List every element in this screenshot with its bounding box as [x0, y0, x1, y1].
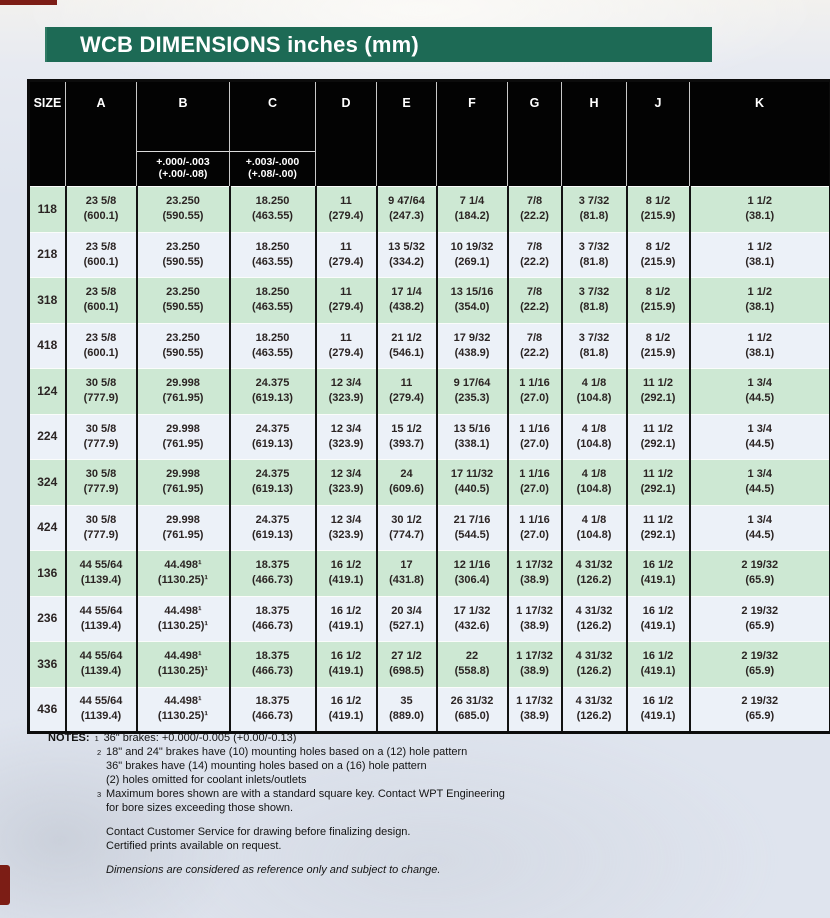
dim-cell: 29.998 (761.95) [137, 505, 230, 551]
size-cell: 318 [29, 278, 66, 324]
dim-cell: 1 17/32 (38.9) [508, 596, 562, 642]
dim-cell: 16 1/2 (419.1) [316, 687, 377, 733]
dim-cell: 11 (279.4) [316, 278, 377, 324]
dim-cell: 4 1/8 (104.8) [562, 460, 627, 506]
dim-cell: 3 7/32 (81.8) [562, 323, 627, 369]
dim-cell: 1 1/2 (38.1) [690, 187, 830, 233]
dim-cell: 12 3/4 (323.9) [316, 460, 377, 506]
dim-cell: 18.375 (466.73) [230, 596, 316, 642]
table-row [29, 687, 830, 733]
dim-cell: 4 31/32 (126.2) [562, 687, 627, 733]
dim-cell: 16 1/2 (419.1) [627, 596, 690, 642]
dim-cell: 10 19/32 (269.1) [437, 232, 508, 278]
dim-cell: 1 1/2 (38.1) [690, 323, 830, 369]
dim-cell: 7 1/4 (184.2) [437, 187, 508, 233]
table-row [29, 187, 830, 233]
col-header-k: K [690, 81, 830, 187]
dim-cell: 18.375 (466.73) [230, 642, 316, 688]
dim-cell: 9 47/64 (247.3) [377, 187, 437, 233]
dim-cell: 2 19/32 (65.9) [690, 551, 830, 597]
dim-cell: 17 1/4 (438.2) [377, 278, 437, 324]
dim-cell: 44 55/64 (1139.4) [66, 687, 137, 733]
dim-cell: 11 1/2 (292.1) [627, 369, 690, 415]
note-line: 36" brakes have (14) mounting holes based on a (16) hole pattern [106, 760, 427, 772]
dim-cell: 18.250 (463.55) [230, 187, 316, 233]
dim-cell: 24.375 (619.13) [230, 505, 316, 551]
size-cell: 124 [29, 369, 66, 415]
size-cell: 436 [29, 687, 66, 733]
dim-cell: 24.375 (619.13) [230, 414, 316, 460]
dim-cell: 12 1/16 (306.4) [437, 551, 508, 597]
page-title: WCB DIMENSIONS inches (mm) [80, 32, 419, 57]
col-letter-c: C [267, 96, 278, 110]
col-header-size: SIZE [29, 81, 66, 187]
col-letter-b: B [178, 96, 188, 110]
dim-cell: 20 3/4 (527.1) [377, 596, 437, 642]
dim-cell: 44.498¹ (1130.25)¹ [137, 687, 230, 733]
dimensions-table [27, 79, 830, 734]
dim-cell: 29.998 (761.95) [137, 369, 230, 415]
table-row [29, 596, 830, 642]
dim-cell: 1 1/16 (27.0) [508, 369, 562, 415]
dim-cell: 16 1/2 (419.1) [316, 642, 377, 688]
contact-line: Contact Customer Service for drawing before finalizing design. [106, 826, 411, 838]
dim-cell: 17 (431.8) [377, 551, 437, 597]
size-cell: 118 [29, 187, 66, 233]
dim-cell: 26 31/32 (685.0) [437, 687, 508, 733]
size-cell: 418 [29, 323, 66, 369]
dim-cell: 1 1/2 (38.1) [690, 232, 830, 278]
col-header-d: D [316, 81, 377, 187]
dim-cell: 23 5/8 (600.1) [66, 323, 137, 369]
dim-cell: 23 5/8 (600.1) [66, 278, 137, 324]
table-row [29, 278, 830, 324]
dim-cell: 30 1/2 (774.7) [377, 505, 437, 551]
table-body [29, 187, 830, 733]
notes-section [48, 731, 788, 877]
table-header [29, 81, 830, 187]
dim-cell: 44 55/64 (1139.4) [66, 551, 137, 597]
note-line: (2) holes omitted for coolant inlets/outlets [106, 774, 307, 786]
dim-cell: 1 17/32 (38.9) [508, 551, 562, 597]
dim-cell: 12 3/4 (323.9) [316, 505, 377, 551]
tolerance-b: +.000/-.003 (+.00/-.08) [137, 151, 229, 186]
dim-cell: 7/8 (22.2) [508, 323, 562, 369]
dim-cell: 1 17/32 (38.9) [508, 642, 562, 688]
dim-cell: 4 31/32 (126.2) [562, 596, 627, 642]
note-line: NOTES: $^1$ 36" brakes: +0.000/-0.005 (+0.00/-0.13) [48, 732, 297, 744]
dim-cell: 13 5/32 (334.2) [377, 232, 437, 278]
dim-cell: 16 1/2 (419.1) [627, 642, 690, 688]
size-cell: 336 [29, 642, 66, 688]
dim-cell: 3 7/32 (81.8) [562, 278, 627, 324]
dim-cell: 44.498¹ (1130.25)¹ [137, 596, 230, 642]
dim-cell: 16 1/2 (419.1) [316, 551, 377, 597]
col-header-f: F [437, 81, 508, 187]
dim-cell: 22 (558.8) [437, 642, 508, 688]
size-cell: 236 [29, 596, 66, 642]
red-accent-top [0, 0, 57, 5]
size-cell: 424 [29, 505, 66, 551]
dim-cell: 8 1/2 (215.9) [627, 278, 690, 324]
dim-cell: 24.375 (619.13) [230, 460, 316, 506]
dim-cell: 18.250 (463.55) [230, 232, 316, 278]
dim-cell: 8 1/2 (215.9) [627, 232, 690, 278]
dim-cell: 11 (279.4) [316, 323, 377, 369]
dim-cell: 1 1/16 (27.0) [508, 414, 562, 460]
table-row [29, 505, 830, 551]
title-bar [45, 27, 712, 62]
note-line: for bore sizes exceeding those shown. [106, 802, 294, 814]
size-cell: 324 [29, 460, 66, 506]
dim-cell: 44 55/64 (1139.4) [66, 596, 137, 642]
dim-cell: 44.498¹ (1130.25)¹ [137, 642, 230, 688]
size-cell: 136 [29, 551, 66, 597]
size-cell: 224 [29, 414, 66, 460]
col-header-g: G [508, 81, 562, 187]
table-row [29, 551, 830, 597]
dim-cell: 11 (279.4) [316, 232, 377, 278]
dim-cell: 13 5/16 (338.1) [437, 414, 508, 460]
notes-label: NOTES: [48, 732, 90, 744]
dim-cell: 11 (279.4) [377, 369, 437, 415]
note-line: $^3$ Maximum bores shown are with a standard square key. Contact WPT Engineering [97, 788, 505, 800]
dim-cell: 4 31/32 (126.2) [562, 642, 627, 688]
dim-cell: 2 19/32 (65.9) [690, 596, 830, 642]
dim-cell: 7/8 (22.2) [508, 187, 562, 233]
dim-cell: 18.375 (466.73) [230, 551, 316, 597]
dim-cell: 11 (279.4) [316, 187, 377, 233]
tolerance-c: +.003/-.000 (+.08/-.00) [230, 151, 315, 186]
dim-cell: 18.375 (466.73) [230, 687, 316, 733]
dim-cell: 35 (889.0) [377, 687, 437, 733]
dim-cell: 11 1/2 (292.1) [627, 460, 690, 506]
col-header-j: J [627, 81, 690, 187]
dim-cell: 7/8 (22.2) [508, 232, 562, 278]
dim-cell: 23.250 (590.55) [137, 187, 230, 233]
dim-cell: 3 7/32 (81.8) [562, 232, 627, 278]
dim-cell: 17 9/32 (438.9) [437, 323, 508, 369]
dim-cell: 11 1/2 (292.1) [627, 505, 690, 551]
table-row [29, 323, 830, 369]
dim-cell: 4 1/8 (104.8) [562, 414, 627, 460]
table-row [29, 232, 830, 278]
dim-cell: 17 11/32 (440.5) [437, 460, 508, 506]
dim-cell: 8 1/2 (215.9) [627, 323, 690, 369]
table-row [29, 642, 830, 688]
col-header-b [137, 81, 230, 187]
size-cell: 218 [29, 232, 66, 278]
dim-cell: 30 5/8 (777.9) [66, 369, 137, 415]
table-row [29, 369, 830, 415]
dim-cell: 15 1/2 (393.7) [377, 414, 437, 460]
dim-cell: 29.998 (761.95) [137, 414, 230, 460]
dim-cell: 4 1/8 (104.8) [562, 505, 627, 551]
dim-cell: 1 1/2 (38.1) [690, 278, 830, 324]
col-header-c [230, 81, 316, 187]
note-line: $^2$ 18" and 24" brakes have (10) mounting holes based on a (12) hole pattern [97, 746, 468, 758]
table-row [29, 414, 830, 460]
dim-cell: 13 15/16 (354.0) [437, 278, 508, 324]
dim-cell: 44.498¹ (1130.25)¹ [137, 551, 230, 597]
dim-cell: 9 17/64 (235.3) [437, 369, 508, 415]
dim-cell: 23 5/8 (600.1) [66, 187, 137, 233]
dim-cell: 18.250 (463.55) [230, 278, 316, 324]
dim-cell: 30 5/8 (777.9) [66, 505, 137, 551]
dim-cell: 18.250 (463.55) [230, 323, 316, 369]
disclaimer-line: Dimensions are considered as reference only and subject to change. [106, 864, 441, 876]
dim-cell: 3 7/32 (81.8) [562, 187, 627, 233]
table-row [29, 460, 830, 506]
red-accent-bottom [0, 865, 10, 905]
dim-cell: 11 1/2 (292.1) [627, 414, 690, 460]
dim-cell: 4 31/32 (126.2) [562, 551, 627, 597]
dim-cell: 21 7/16 (544.5) [437, 505, 508, 551]
dim-cell: 7/8 (22.2) [508, 278, 562, 324]
dim-cell: 27 1/2 (698.5) [377, 642, 437, 688]
dim-cell: 23.250 (590.55) [137, 232, 230, 278]
dim-cell: 8 1/2 (215.9) [627, 187, 690, 233]
dim-cell: 16 1/2 (419.1) [627, 687, 690, 733]
dim-cell: 30 5/8 (777.9) [66, 414, 137, 460]
col-header-e: E [377, 81, 437, 187]
dim-cell: 21 1/2 (546.1) [377, 323, 437, 369]
dim-cell: 2 19/32 (65.9) [690, 687, 830, 733]
dim-cell: 16 1/2 (419.1) [316, 596, 377, 642]
dim-cell: 1 3/4 (44.5) [690, 369, 830, 415]
dim-cell: 1 3/4 (44.5) [690, 460, 830, 506]
dim-cell: 1 17/32 (38.9) [508, 687, 562, 733]
dim-cell: 2 19/32 (65.9) [690, 642, 830, 688]
dim-cell: 23.250 (590.55) [137, 278, 230, 324]
dim-cell: 24 (609.6) [377, 460, 437, 506]
dim-cell: 23.250 (590.55) [137, 323, 230, 369]
dim-cell: 16 1/2 (419.1) [627, 551, 690, 597]
col-header-a: A [66, 81, 137, 187]
dim-cell: 1 3/4 (44.5) [690, 414, 830, 460]
dim-cell: 1 1/16 (27.0) [508, 505, 562, 551]
contact-line: Certified prints available on request. [106, 840, 282, 852]
dim-cell: 4 1/8 (104.8) [562, 369, 627, 415]
dim-cell: 1 3/4 (44.5) [690, 505, 830, 551]
dim-cell: 1 1/16 (27.0) [508, 460, 562, 506]
dim-cell: 44 55/64 (1139.4) [66, 642, 137, 688]
dim-cell: 23 5/8 (600.1) [66, 232, 137, 278]
dim-cell: 29.998 (761.95) [137, 460, 230, 506]
dim-cell: 30 5/8 (777.9) [66, 460, 137, 506]
dim-cell: 12 3/4 (323.9) [316, 369, 377, 415]
col-header-h: H [562, 81, 627, 187]
dim-cell: 24.375 (619.13) [230, 369, 316, 415]
dim-cell: 12 3/4 (323.9) [316, 414, 377, 460]
dim-cell: 17 1/32 (432.6) [437, 596, 508, 642]
